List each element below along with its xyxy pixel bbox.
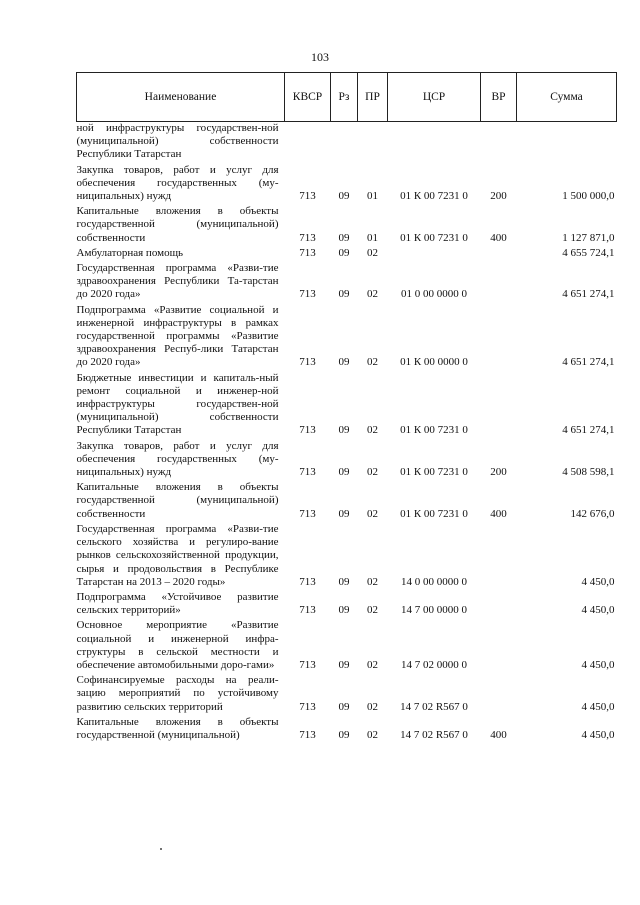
row-csr — [388, 247, 481, 262]
row-vr — [481, 523, 517, 591]
row-kvsr — [285, 122, 331, 164]
row-sum — [517, 122, 617, 164]
row-sum: 4 450,0 — [581, 728, 615, 741]
row-name: Бюджетные инвестиции и капиталь-ный ремонт социальной и инженер-ной инфраструктуры государствен-ной (муниципальной) собственности Республики Татарстан — [76, 371, 279, 437]
row-pr: 02 — [367, 700, 378, 713]
row-pr: 02 — [367, 728, 378, 741]
row-pr: 02 — [367, 658, 378, 671]
budget-table — [76, 72, 617, 744]
row-csr — [388, 122, 481, 164]
table-body — [77, 122, 617, 745]
row-kvsr: 713 — [299, 604, 316, 617]
row-pr: 02 — [367, 466, 378, 479]
row-name: Капитальные вложения в объекты государственной (муниципальной) собственности — [76, 205, 279, 244]
row-name: Основное мероприятие «Развитие социальной и инженерной инфра-структуры в сельской местности и обеспечение автомобильными доро-гами» — [76, 619, 279, 671]
row-sum: 4 450,0 — [581, 604, 615, 617]
row-kvsr: 713 — [299, 246, 316, 259]
row-rz: 09 — [338, 507, 350, 520]
row-sum: 4 651 274,1 — [562, 356, 615, 369]
table-row — [77, 619, 617, 674]
row-sum: 4 450,0 — [581, 700, 615, 713]
row-rz: 09 — [338, 190, 350, 203]
row-csr: 01 К 00 7231 0 — [400, 466, 468, 479]
row-rz: 09 — [338, 424, 350, 437]
row-csr: 01 К 00 7231 0 — [400, 424, 468, 437]
table-row — [77, 674, 617, 716]
table-row — [77, 262, 617, 304]
row-vr: 400 — [490, 507, 507, 520]
row-csr: 14 7 02 0000 0 — [401, 658, 467, 671]
row-name: Подпрограмма «Развитие социальной и инженерной инфраструктуры в рамках государственной программы «Развитие здравоохранения Респуб-лики Татарстан до 2020 года» — [76, 303, 279, 369]
row-rz: 09 — [338, 658, 350, 671]
scan-speck — [160, 848, 162, 850]
row-sum: 1 127 871,0 — [562, 231, 615, 244]
row-vr: 200 — [490, 190, 507, 203]
row-pr: 01 — [367, 190, 378, 203]
row-kvsr: 713 — [299, 466, 316, 479]
row-name: Софинансируемые расходы на реали-зацию мероприятий по устойчивому развитию сельских территорий — [76, 674, 279, 713]
row-kvsr: 713 — [299, 190, 316, 203]
row-name: Государственная программа «Разви-тие здравоохранения Республики Та-тарстан до 2020 года» — [76, 262, 279, 301]
row-pr: 01 — [367, 231, 378, 244]
row-name: Закупка товаров, работ и услуг для обеспечения государственных (му-ниципальных) нужд — [76, 439, 279, 479]
row-pr: 02 — [367, 424, 378, 437]
table-row — [77, 372, 617, 440]
row-vr — [481, 122, 517, 164]
row-kvsr: 713 — [299, 658, 316, 671]
table-row — [77, 523, 617, 591]
table-row — [77, 481, 617, 523]
row-rz: 09 — [338, 231, 350, 244]
row-pr: 02 — [367, 246, 378, 259]
row-sum: 4 655 724,1 — [562, 246, 615, 259]
row-kvsr: 713 — [299, 288, 316, 301]
row-vr — [481, 591, 517, 619]
row-csr: 14 7 02 R567 0 — [400, 728, 468, 741]
header-kvsr: КВСР — [285, 73, 331, 122]
row-sum: 4 508 598,1 — [562, 466, 615, 479]
header-csr: ЦСР — [388, 73, 481, 122]
row-kvsr: 713 — [299, 507, 316, 520]
row-name: Капитальные вложения в объекты государственной (муниципальной) собственности — [76, 481, 279, 520]
row-rz — [331, 122, 358, 164]
page-number: 103 — [311, 50, 329, 64]
row-pr: 02 — [367, 356, 378, 369]
row-rz: 09 — [338, 356, 350, 369]
row-csr: 01 К 00 7231 0 — [400, 231, 468, 244]
table-row — [77, 440, 617, 482]
row-name: Закупка товаров, работ и услуг для обеспечения государственных (му-ниципальных) нужд — [76, 163, 279, 203]
row-kvsr: 713 — [299, 424, 316, 437]
row-kvsr: 713 — [299, 231, 316, 244]
row-csr: 01 К 00 0000 0 — [400, 356, 468, 369]
row-csr: 01 К 00 7231 0 — [400, 507, 468, 520]
row-sum: 4 651 274,1 — [562, 288, 615, 301]
row-pr: 02 — [367, 288, 378, 301]
row-kvsr: 713 — [299, 728, 316, 741]
row-csr: 01 К 00 7231 0 — [400, 190, 468, 203]
row-pr: 02 — [367, 507, 378, 520]
row-rz: 09 — [338, 604, 350, 617]
row-sum: 142 676,0 — [570, 507, 615, 520]
row-kvsr: 713 — [299, 700, 316, 713]
table-row — [77, 122, 617, 164]
table-row — [77, 164, 617, 206]
row-sum: 4 450,0 — [581, 658, 615, 671]
row-rz: 09 — [338, 466, 350, 479]
row-rz: 09 — [338, 246, 350, 259]
row-csr: 01 0 00 0000 0 — [401, 288, 467, 301]
table-header — [77, 73, 617, 122]
row-vr — [481, 372, 517, 440]
row-sum: 1 500 000,0 — [562, 190, 615, 203]
row-name: Капитальные вложения в объекты государственной (муниципальной) — [76, 715, 279, 741]
header-rz: Рз — [331, 73, 358, 122]
row-pr: 02 — [367, 575, 378, 588]
row-name: Государственная программа «Разви-тие сельского хозяйства и регулиро-вание рынков сельскохозяйственной продукции, сырья и продовольствия в Республике Татарстан на 2013 – 2020 годы» — [76, 522, 279, 588]
row-pr — [358, 122, 388, 164]
row-csr: 14 7 00 0000 0 — [401, 604, 467, 617]
table-row — [77, 716, 617, 744]
row-rz: 09 — [338, 728, 350, 741]
row-rz: 09 — [338, 700, 350, 713]
row-csr: 14 7 02 R567 0 — [400, 700, 468, 713]
row-vr — [481, 619, 517, 674]
row-vr — [481, 262, 517, 304]
row-pr: 02 — [367, 604, 378, 617]
row-vr: 400 — [490, 231, 507, 244]
row-sum: 4 651 274,1 — [562, 424, 615, 437]
row-vr — [481, 304, 517, 372]
row-rz: 09 — [338, 575, 350, 588]
row-vr: 200 — [490, 466, 507, 479]
row-kvsr: 713 — [299, 356, 316, 369]
row-name: ной инфраструктуры государствен-ной (муниципальной) собственности Республики Татарстан — [76, 122, 279, 161]
row-vr — [481, 674, 517, 716]
header-name: Наименование — [77, 73, 285, 122]
row-csr: 14 0 00 0000 0 — [401, 575, 467, 588]
header-vr: ВР — [481, 73, 517, 122]
row-name: Подпрограмма «Устойчивое развитие сельских территорий» — [76, 590, 279, 617]
table-row — [77, 205, 617, 247]
row-name: Амбулаторная помощь — [76, 246, 184, 259]
header-pr: ПР — [358, 73, 388, 122]
row-kvsr: 713 — [299, 575, 316, 588]
table-row — [77, 304, 617, 372]
table-row — [77, 247, 617, 262]
table-row — [77, 591, 617, 619]
row-vr — [481, 247, 517, 262]
row-rz: 09 — [338, 288, 350, 301]
header-sum: Сумма — [517, 73, 617, 122]
row-sum: 4 450,0 — [581, 575, 615, 588]
row-vr: 400 — [490, 728, 507, 741]
